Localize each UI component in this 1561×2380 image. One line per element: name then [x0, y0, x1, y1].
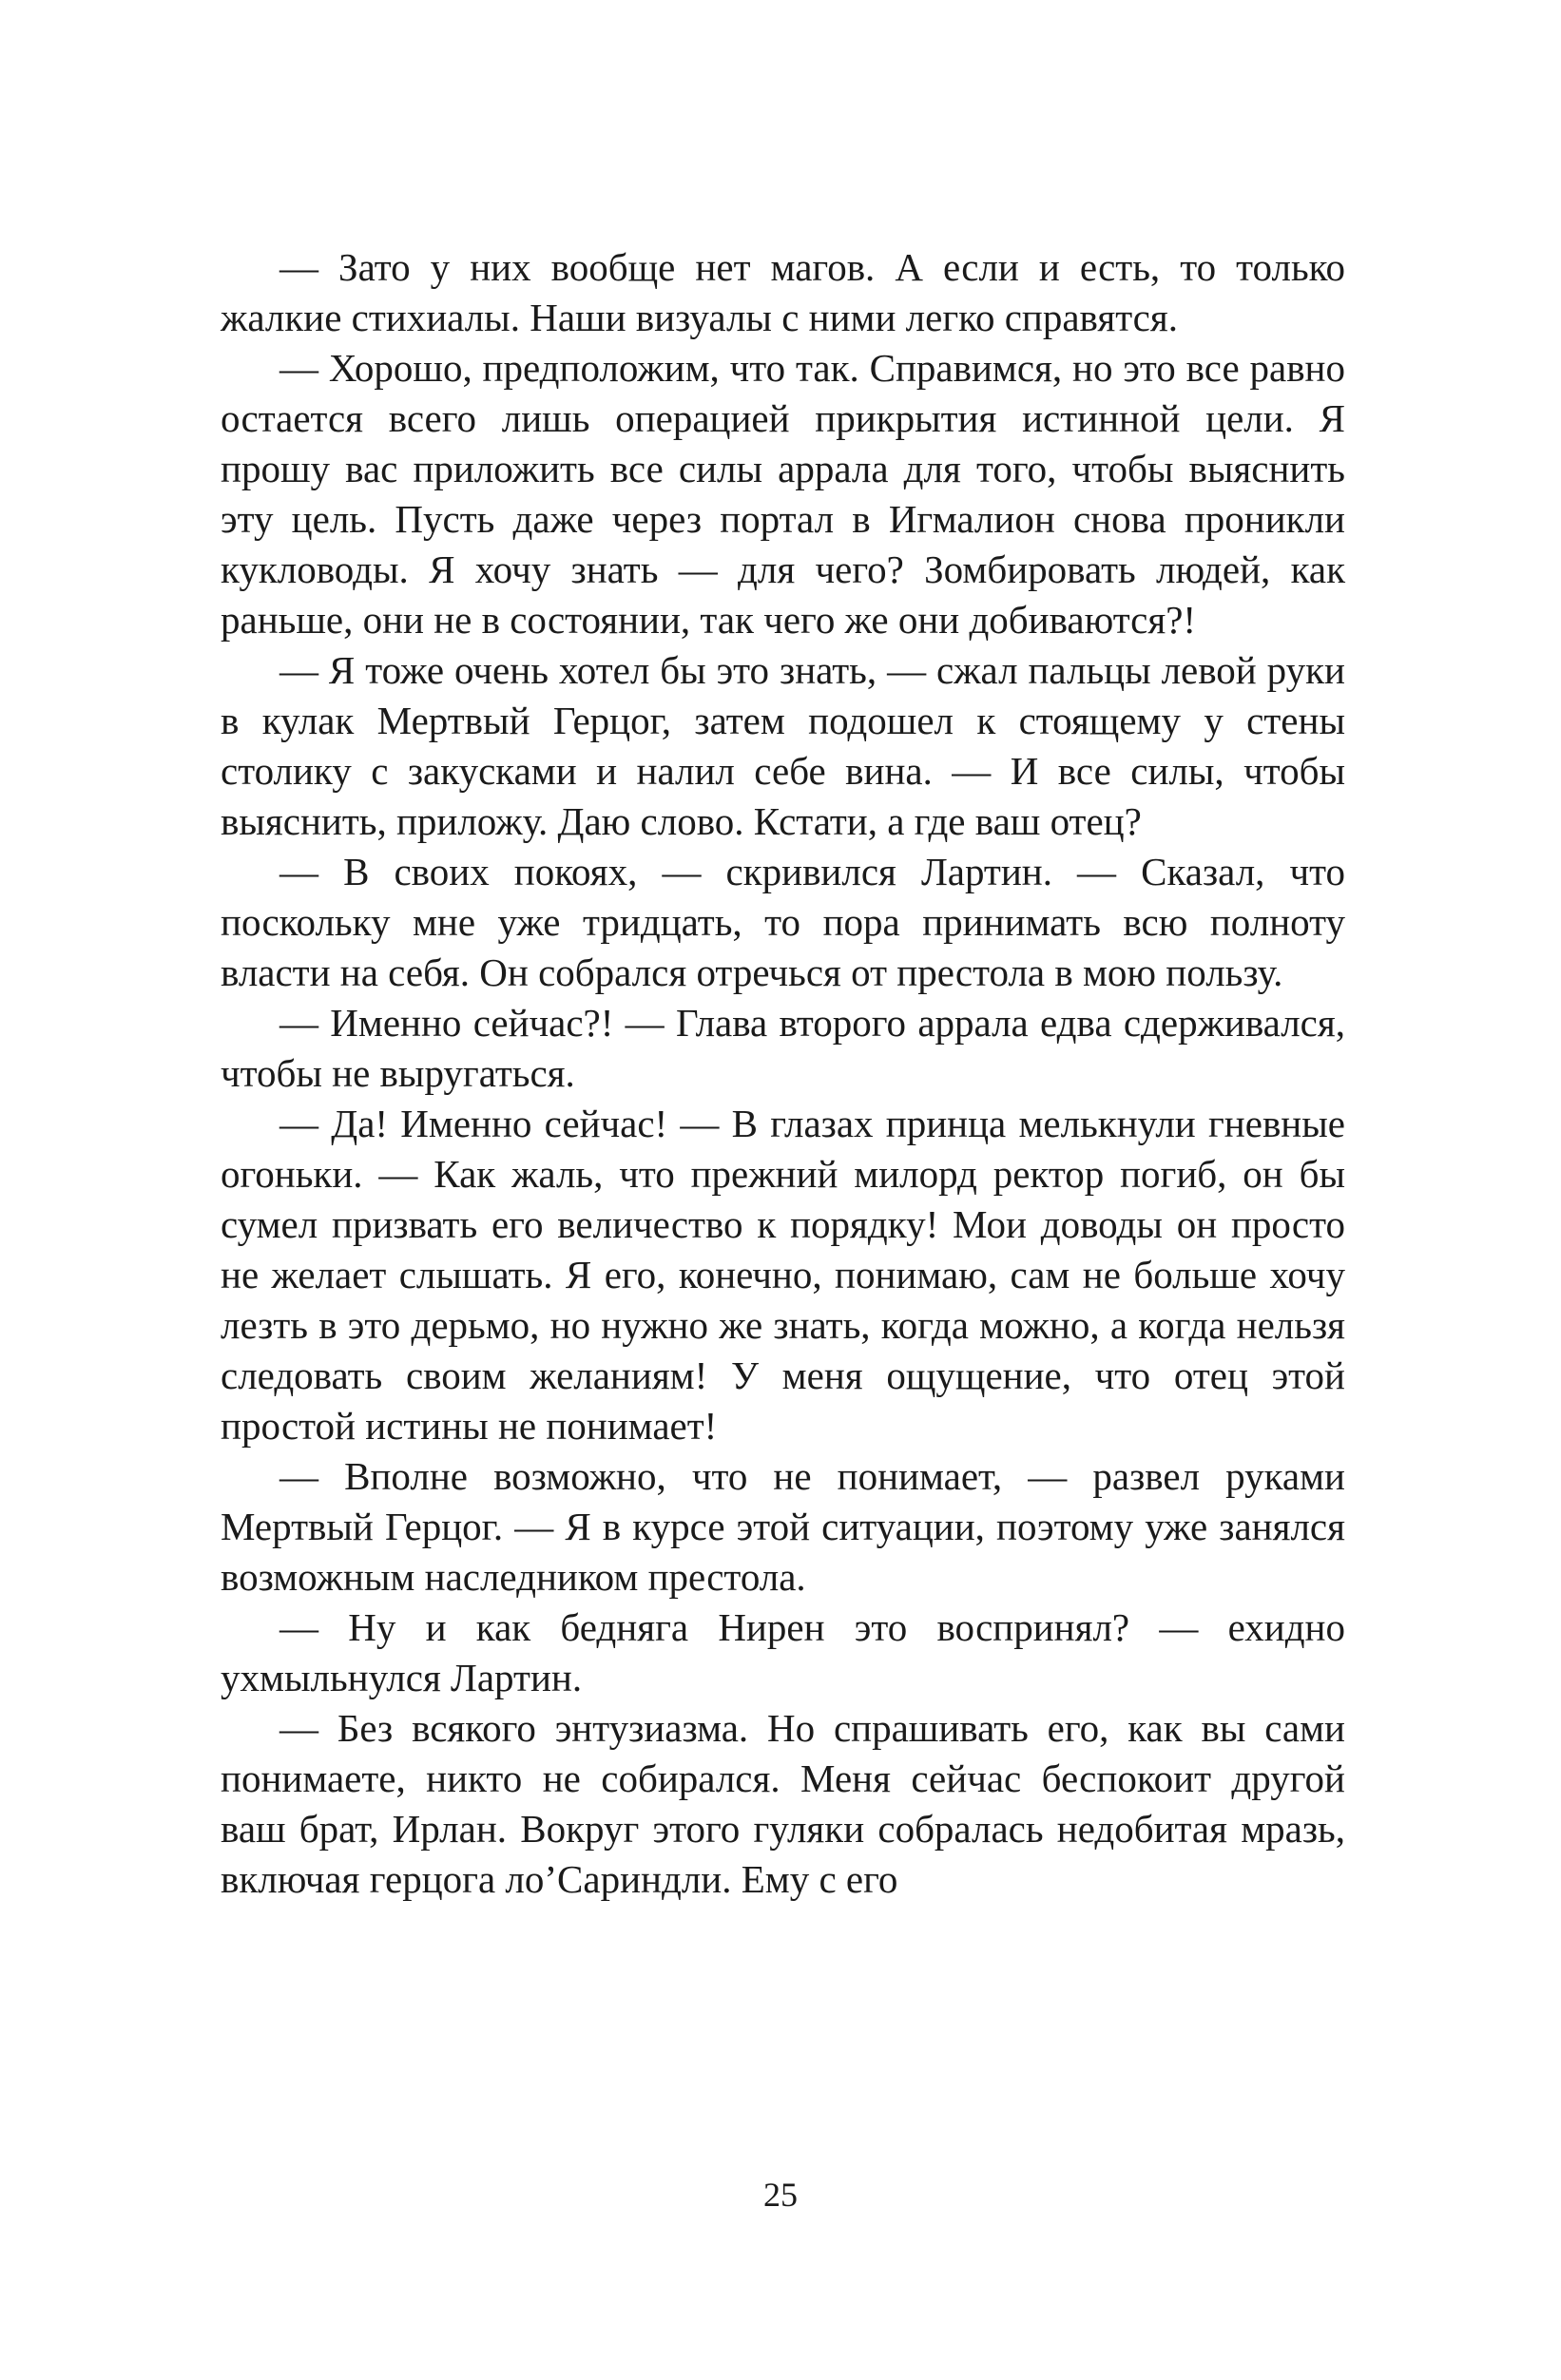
paragraph: — Ну и как бедняга Нирен это воспринял? — ехидно ухмыльнулся Лартин.	[221, 1605, 1345, 1699]
body-text	[221, 242, 1345, 1905]
paragraph: — Я тоже очень хотел бы это знать, — сжал пальцы левой руки в кулак Мертвый Герцог, затем подошел к стоящему у стены столику с закусками и налил себе вина. — И все силы, чтобы выяснить, приложу. Даю слово. Кстати, а где ваш отец?	[221, 648, 1345, 843]
paragraph: — Именно сейчас?! — Глава второго аррала едва сдерживался, чтобы не выругаться.	[221, 1001, 1345, 1095]
paragraph: — Зато у них вообще нет магов. А если и есть, то только жалкие стихиалы. Наши визуалы с ними легко справятся.	[221, 245, 1345, 339]
page-number: 25	[763, 2176, 798, 2214]
paragraph: — Вполне возможно, что не понимает, — развел руками Мертвый Герцог. — Я в курсе этой ситуации, поэтому уже занялся возможным наследником престола.	[221, 1454, 1345, 1599]
paragraph: — Без всякого энтузиазма. Но спрашивать его, как вы сами понимаете, никто не собирался. Меня сейчас беспокоит другой ваш брат, Ирлан. Вокруг этого гуляки собралась недобитая мразь, включая герцога ло’Сариндли. Ему с его	[221, 1706, 1345, 1901]
paragraph: — В своих покоях, — скривился Лартин. — Сказал, что поскольку мне уже тридцать, то пора принимать всю полноту власти на себя. Он собрался отречься от престола в мою пользу.	[221, 850, 1345, 994]
paragraph: — Да! Именно сейчас! — В глазах принца мелькнули гневные огоньки. — Как жаль, что прежний милорд ректор погиб, он бы сумел призвать его величество к порядку! Мои доводы он просто не желает слышать. Я его, конечно, понимаю, сам не больше хочу лезть в это дерьмо, но нужно же знать, когда можно, а когда нельзя следовать своим желаниям! У меня ощущение, что отец этой простой истины не понимает!	[221, 1102, 1345, 1448]
paragraph: — Хорошо, предположим, что так. Справимся, но это все равно остается всего лишь операцией прикрытия истинной цели. Я прошу вас приложить все силы аррала для того, чтобы выяснить эту цель. Пусть даже через портал в Игмалион снова проникли кукловоды. Я хочу знать — для чего? Зомбировать людей, как раньше, они не в состоянии, так чего же они добиваются?!	[221, 346, 1345, 642]
